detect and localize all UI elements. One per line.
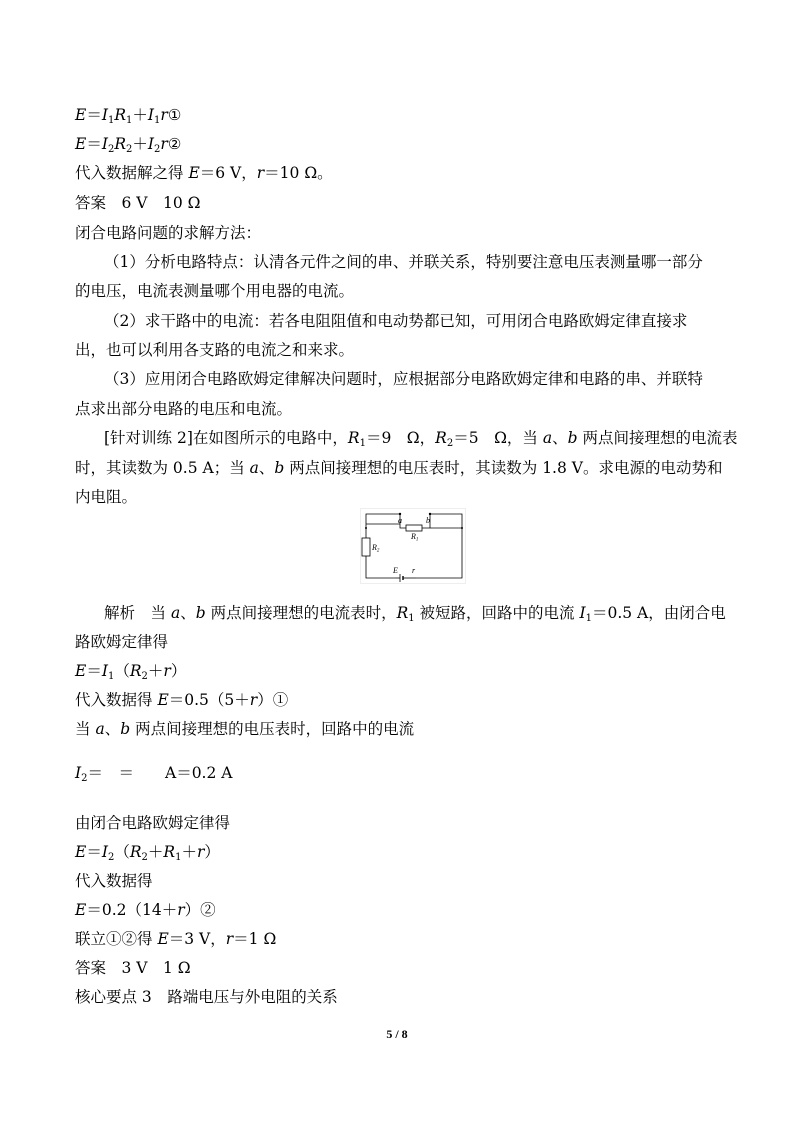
label-b: b <box>426 516 430 525</box>
equation-1: $E=I_1R_1+I_1r①$ <box>75 106 182 126</box>
method-title: 闭合电路问题的求解方法： <box>75 224 262 242</box>
substitution-3: 代入数据得 <box>75 872 153 890</box>
current-i2-line: $I_2=$ ＝ A＝0.2 A <box>75 764 233 784</box>
method-1b: 的电压，电流表测量哪个用电器的电流。 <box>75 282 355 300</box>
equation-4: $E=I_2(R_2+R_1+r)$ <box>75 843 220 863</box>
solution-line-1: 解析 当 a、b 两点间接理想的电流表时，$R_1$ 被短路，回路中的电流 $I_1=0.5$ A，由闭合电 <box>104 604 726 624</box>
circuit-diagram <box>360 508 466 584</box>
label-a: a <box>398 516 402 525</box>
voltmeter-line: 当 a、b 两点间接理想的电压表时，回路中的电流 <box>75 720 415 738</box>
label-r: r <box>412 566 416 575</box>
equation-5: E＝0.2（14＋r）② <box>75 901 216 919</box>
label-R2: R2 <box>372 543 380 554</box>
label-E: E <box>393 566 398 575</box>
method-2b: 出，也可以利用各支路的电流之和来求。 <box>75 341 355 359</box>
law-line: 由闭合电路欧姆定律得 <box>75 814 231 832</box>
method-2a: （2）求干路中的电流：若各电阻阻值和电动势都已知，可用闭合电路欧姆定律直接求 <box>104 312 688 330</box>
result-line: 联立①②得 E＝3 V，r＝1 Ω <box>75 930 277 948</box>
answer-1: 答案 6 V 10 Ω <box>75 194 201 212</box>
question-line-1: [针对训练 2]在如图所示的电路中，$R_1=9$ Ω，$R_2=5$ Ω，当 a、b 两点间接理想的电流表 <box>104 429 738 449</box>
label-R1: R1 <box>411 532 419 543</box>
substitution-line: 代入数据解之得 E＝6 V，r＝10 Ω。 <box>75 164 333 182</box>
question-line-2: 时，其读数为 0.5 A；当 a、b 两点间接理想的电压表时，其读数为 1.8 V。求电源的电动势和 <box>75 459 723 477</box>
question-line-3: 内电阻。 <box>75 488 138 506</box>
method-3b: 点求出部分电路的电压和电流。 <box>75 400 293 418</box>
equation-2: $E=I_2R_2+I_2r②$ <box>75 135 182 155</box>
page-number: 5 / 8 <box>386 1027 408 1041</box>
method-1a: （1）分析电路特点：认清各元件之间的串、并联关系，特别要注意电压表测量哪一部分 <box>104 253 703 271</box>
solution-line-2: 路欧姆定律得 <box>75 633 169 651</box>
section-heading: 核心要点 3 路端电压与外电阻的关系 <box>75 988 338 1006</box>
answer-2: 答案 3 V 1 Ω <box>75 959 191 977</box>
equation-3: $E=I_1(R_2+r)$ <box>75 662 187 682</box>
method-3a: （3）应用闭合电路欧姆定律解决问题时，应根据部分电路欧姆定律和电路的串、并联特 <box>104 370 703 388</box>
substitution-2: 代入数据得 E＝0.5（5＋r）① <box>75 691 289 709</box>
